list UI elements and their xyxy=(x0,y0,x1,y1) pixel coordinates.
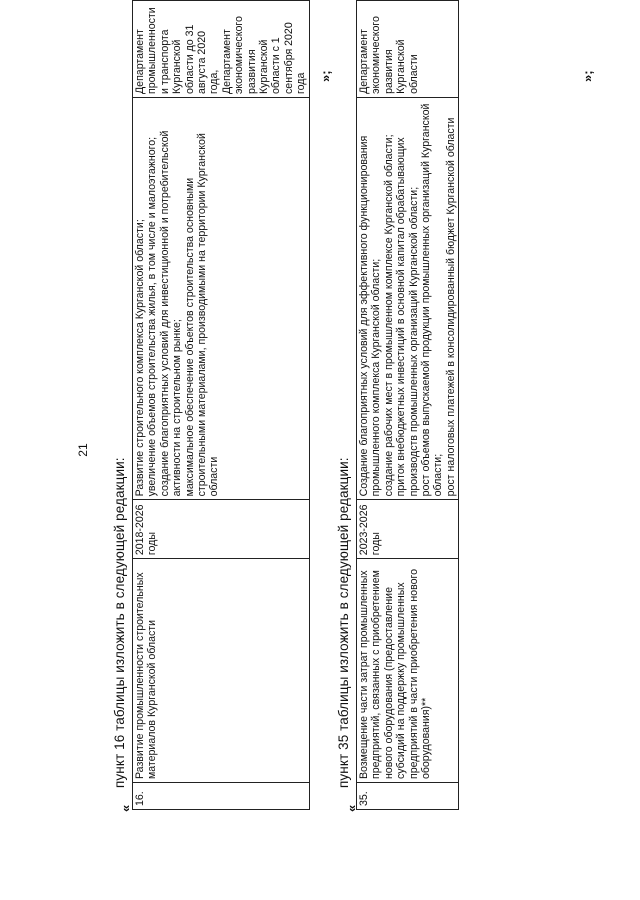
section-35-open-quote: « xyxy=(344,804,359,812)
section-35-caption: пункт 35 таблицы изложить в следующей редакции: xyxy=(336,457,351,788)
result-line: Развитие строительного комплекса Курганской области; xyxy=(134,219,146,497)
section-16-table xyxy=(132,0,310,810)
table-row xyxy=(133,1,310,810)
section-35-table xyxy=(356,0,459,810)
section-16-open-quote: « xyxy=(118,804,133,812)
result-line: максимальное обеспечение объектов строительства основными строительными материалами, производимыми на территории Курганской области xyxy=(183,133,221,497)
result-line: создание благоприятных условий для инвестиционной и потребительской активности на строительном рынке; xyxy=(158,130,184,497)
result-line: рост объемов выпускаемой продукции промышленных организаций Курганской области; xyxy=(420,103,445,497)
row-executor: Департамент промышленности и транспорта Курганской области до 31 августа 2020 года, Департамент экономического развития Курганской области с 1 сентября 2020 года xyxy=(133,1,310,98)
row-results xyxy=(133,98,310,500)
section-16-close-quote: »; xyxy=(318,70,333,82)
row-measure-name: Возмещение части затрат промышленных предприятий, связанных с приобретением нового оборудования (предоставление субсидий на поддержку промышленных предприятий в части приобретения нового оборудования)** xyxy=(357,559,459,783)
result-line: Создание благоприятных условий для эффективного функционирования промышленного комплекса Курганской области; xyxy=(358,135,383,497)
result-line: создание рабочих мест в промышленном комплексе Курганской области; xyxy=(382,134,395,497)
section-35-close-quote: »; xyxy=(580,70,595,82)
result-line: увеличение объемов строительства жилья, в том числе и малоэтажного; xyxy=(146,136,159,497)
result-line: приток внебюджетных инвестиций в основной капитал обрабатывающих производств промышленных организаций Курганской области; xyxy=(395,137,420,497)
row-executor: Департамент экономического развития Курганской области xyxy=(357,1,459,98)
row-period: 2023-2026 годы xyxy=(357,500,459,559)
result-line: рост налоговых платежей в консолидированный бюджет Курганской области xyxy=(444,117,457,497)
row-period: 2018-2026 годы xyxy=(133,500,310,559)
row-number: 35. xyxy=(357,783,459,810)
row-results xyxy=(357,97,459,499)
page-number: 21 xyxy=(76,443,90,457)
row-number: 16. xyxy=(133,783,310,810)
table-row xyxy=(357,1,459,810)
row-measure-name: Развитие промышленности строительных материалов Курганской области xyxy=(133,559,310,783)
section-16-caption: пункт 16 таблицы изложить в следующей редакции: xyxy=(112,457,127,788)
